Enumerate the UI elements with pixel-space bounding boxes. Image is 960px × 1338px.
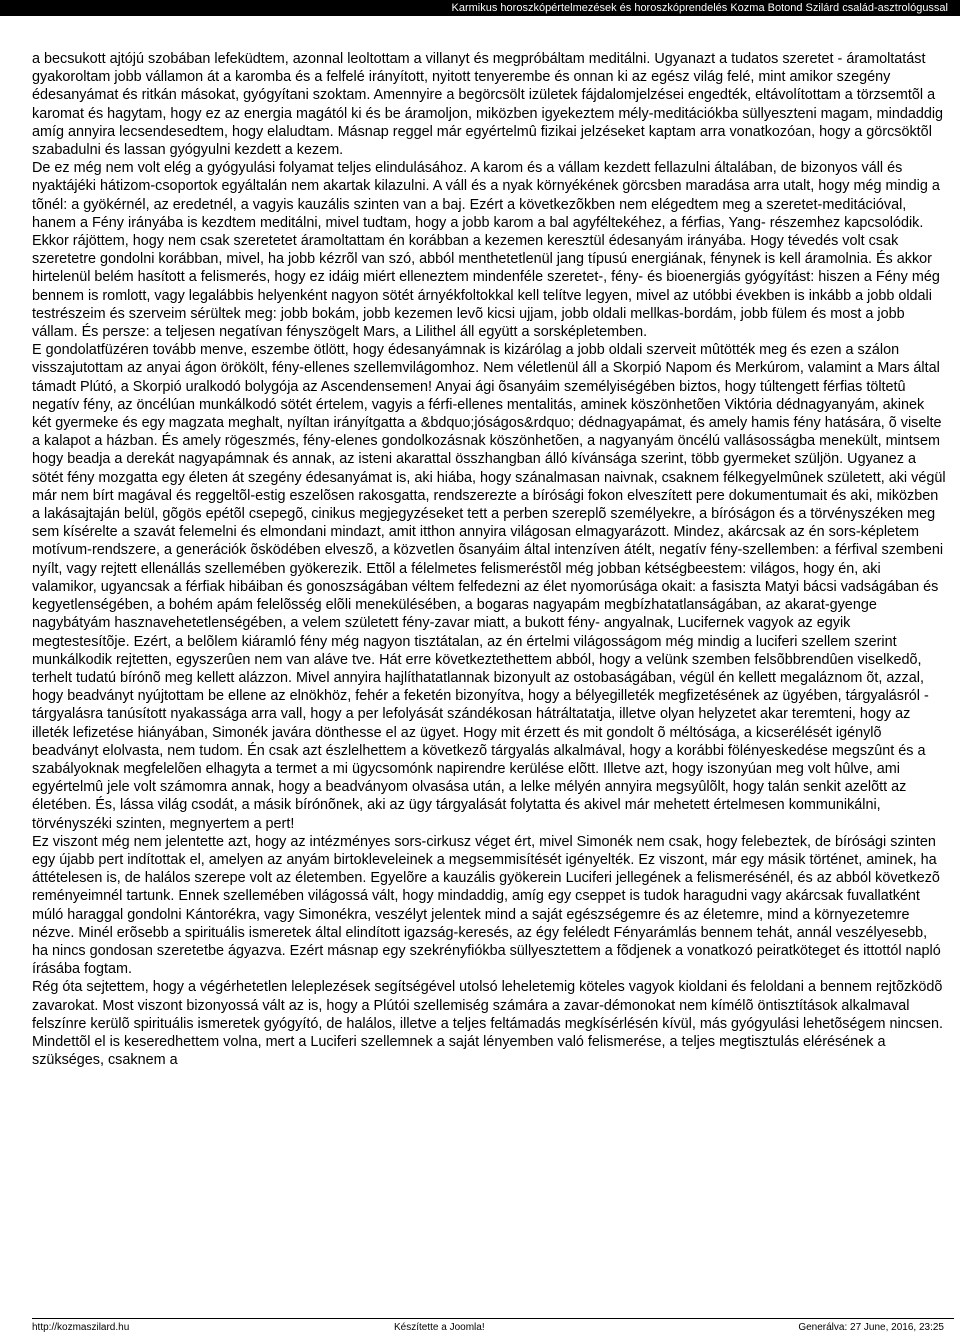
page-header-title: Karmikus horoszkópértelmezések és horoszkóprendelés Kozma Botond Szilárd család-asztrológussal — [451, 2, 948, 14]
page-footer — [32, 1318, 954, 1333]
paragraph: Rég óta sejtettem, hogy a végérhetetlen leleplezések segítségével utolsó leheletemig köteles vagyok kioldani és feloldani a bennem rejtõzködõ zavarokat. Most viszont bizonyossá vált az is, hogy a Plútói szellemiség számára a zavar-démonokat nem kímélõ öntisztítások alkalmaval felszínre kerülõ spirituális ismeretek gyógyító, de halálos, illetve a teljes feltámadás megkísérlésén kívül, más gyógyulási lehetõségem nincsen. Mindettõl el is keseredhettem volna, mert a Luciferi szellemnek a saját lényemben való felismerése, a teljes megtisztulás elérésének a szükséges, csaknem a — [32, 979, 944, 1069]
paragraph: E gondolatfüzéren tovább menve, eszembe ötlött, hogy édesanyámnak is kizárólag a jobb oldali szerveit mûtötték meg és ezen a szálon visszajutottam az anyai ágon örökölt, fény-ellenes szellemvilágomhoz. Nem véletlenül áll a Skorpió Napom és Merkúrom, valamint a Mars által támadt Plútó, a Skorpió uralkodó bolygója az Ascendensemen! Anyai ági õsanyáim személyiségében biztos, hogy túltengett férfias töltetû negatív fény, az öncélúan munkálkodó sötét értelem, vagyis a férfi-ellenes mentalitás, aminek köszönhetõen Viktória dédnagyanyám, akinek két gyermeke és egy magzata meghalt, nyíltan irányítgatta a &bdquo;jóságos&rdquo; dédnagyapámat, és amely hamis fény hatására, õ viselte a kalapot a házban. És amely rögeszmés, fény-elenes gondolkozásnak köszönhetõen, a nagyanyám öncélú vallásosságba menekült, mintsem hogy beadja a derekát nagyapámnak és annak, az isteni akarattal összhangban álló kívánsága szerint, több gyermeket szüljön. Ugyanez a sötét fény mozgatta egy életen át szegény édesanyámat is, aki hiába, hogy szánalmasan naivnak, csaknem félkegyelmûnek született, aki végül már nem bírt magával és reggeltõl-estig eszelõsen rakosgatta, rendszerezte a bírósági fokon elveszített pere dokumentumait és aki, miközben a lakásajtaján belül, gõgös epétõl csepegõ, cinikus megjegyzéseket tett a perben szereplõ személyekre, a bíróságon és a törvényszéken meg sem kísérelte a szavát felemelni és elmondani mindazt, amit itthon annyira világosan elmagyarázott. Mindez, akárcsak az én sors-képletem motívum-rendszere, a generációk õsködében elveszõ, a közvetlen õsanyáim által intenzíven átélt, negatív fény-szellemben: a férfival szembeni nyílt, vagy rejtett ellenállás szellemében gyökerezik. Ettõl a félelmetes felismeréstõl még jobban kétségbeestem: világos, hogy én, aki valamikor, ugyancsak a férfiak hibáiban és gonoszságában véltem felfedezni az élet nyomorúsága okait: a fasiszta Matyi bácsi vadságában és kegyetlenségében, a bohém apám felelõsség elõli menekülésében, a bogaras nagyapám megbízhatatlanságában, az akarat-gyenge nagybátyám hasznavehetetlenségében, a velem született fény-zavar miatt, a bukott fény- angyalnak, Lucifernek vagyok az egyik megtestesítõje. Ezért, a belõlem kiáramló fény még nagyon tisztátalan, az én értelmi világosságom még mindig a luciferi szellem szerint munkálkodik rejtetten, egyszerûen nem van aláve tve. Hát erre következtethettem abból, hogy a velünk szemben felsõbbrendûen viselkedõ, terhelt tudatú bírónõ meg kellett alázzon. Mivel annyira hajlíthatatlannak bizonyult az ostobaságában, végül én kellett megaláznom õt, azzal, hogy beadványt nyújtottam be ellene az elnökhöz, fehér a feketén bizonyítva, hogy a bélyegilleték megfizetésének az ügyében, tárgyalásról - tárgyalásra tanúsított nyakassága arra vall, hogy a per lefolyását szándékosan hátráltatatja, illetve olyan helyzetet akar teremteni, hogy az illeték lefizetése hiányában, Simonék javára dönthesse el az ügyet. Hogy mit érzett és mit gondolt õ méltósága, a kicserélését igénylõ beadványt elolvasta, nem tudom. Én csak azt észlelhettem a következõ tárgyalás alkalmával, hogy a korábbi fölényeskedése megszûnt és a szabályoknak megfelelõen elhagyta a termet a mi ügycsomónk napirendre kerülése elõtt. Illetve azt, hogy iszonyúan meg volt hûlve, ami egyértelmû jele volt számomra annak, hogy a beadványom olvasása után, a lelke mélyén annyira megsyûlõlt, hogy talán senkit azelõtt az életében. És, lássa világ csodát, a másik bírónõnek, aki az ügy tárgyalását folytatta és akivel már mehetett értelmesen kommunikálni, törvényszéki szinten, megnyertem a pert! — [32, 342, 946, 832]
page-header — [0, 0, 960, 16]
paragraph: Ez viszont még nem jelentette azt, hogy az intézményes sors-cirkusz véget ért, mivel Simonék nem csak, hogy felebeztek, de bírósági szinten egy újabb pert indítottak el, amelyen az anyám birtokleveleinek a megsemmisítését igényelték. Ez viszont, már egy másik történet, aminek, ha áttételesen is, de halálos szerepe volt az életemben. Egyelõre a kauzális gyökerein Luciferi jellegének a felismerésénél, és az abból következõ reményeimnél tartunk. Ennek szellemében világossá vált, hogy mindaddig, amíg egy cseppet is tudok haragudni vagy akárcsak fuvallatként múló haraggal gondolni Kántorékra, vagy Simonékra, veszélyt jelentek mind a saját egészségemre és az életemre, mind a környezetemre nézve. Minél erõsebb a spirituális ismeretek által elindított igazság-keresés, az égy feléledt Fényarámlás bennem tehát, annál veszélyesebb, ha nincs gondosan szeretetbe ágyazva. Ezért másnap egy szekrényfiókba süllyesztettem a fõdjenek a vonatkozó peiratköteget és ittottól napló írásába fogtam. — [32, 833, 941, 978]
paragraph: a becsukott ajtójú szobában lefeküdtem, azonnal leoltottam a villanyt és megpróbáltam meditálni. Ugyanazt a tudatos szeretet - áramoltatást gyakoroltam jobb vállamon át a karomba és a felfelé irányított, nyitott tenyerembe és onnan ki az egész világ felé, mint amikor szegény édesanyámat és ritkán másokat, gyógyítani szoktam. Amennyire a begörcsölt izületek fájdalomjelzései engedték, eltávolítottam a törzsemtõl a karomat és hagytam, hogy ez az energia magától ki és be áramoljon, miközben igyekeztem mély-meditációkba süllyeszteni magam, mindaddig amíg annyira lecsendesedtem, hogy elaludtam. Másnap reggel már egyértelmû fizikai jelzéseket kaptam arra vonatkozóan, hogy a görcsöktõl szabadulni és lassan gyógyulni kezdett a kezem. — [32, 51, 944, 159]
footer-generated: Generálva: 27 June, 2016, 23:25 — [798, 1322, 944, 1333]
footer-url[interactable]: http://kozmaszilard.hu — [32, 1322, 130, 1333]
footer-credit: Készítette a Joomla! — [394, 1322, 485, 1333]
paragraph: De ez még nem volt elég a gyógyulási folyamat teljes elindulásához. A karom és a vállam kezdett fellazulni általában, de bizonyos váll és nyaktájéki hátizom-csoportok egyáltalán nem akartak kilazulni. A váll és a nyak környékének görcsben maradása arra utalt, hogy még mindig a tõnél: a gyökérnél, az eredetnél, a vagyis kauzális szinten van a baj. Ezért a következõkben nem elégedtem meg a szeretet-meditációval, hanem a Fény irányába is kezdtem meditálni, mivel tudtam, hogy a jobb karom a bal agyféltekéhez, a férfias, Yang- részemhez kapcsolódik. Ekkor rájöttem, hogy nem csak szeretetet áramoltattam én korábban a kezemen keresztül édesanyám irányába. Hogy tévedés volt csak szeretetre gondolni korábban, mivel, ha jobb kézrõl van szó, abból menthetetlenül jang típusú energiának, fénynek is kell áramolnia. És akkor hirtelenül belém hasított a felismerés, hogy ez idáig miért elleneztem mindenféle szeretet-, fény- és bioenergiás gyógyítást: hiszen a Fény még bennem is romlott, vagy legalábbis helyenként nagyon sötét árnyékfoltokkal kell telítve legyen, mivel az utóbbi években is inkább a jobb oldali testrészeim és szerveim sérültek meg: jobb bokám, jobb kezemen levõ kicsi ujjam, jobb oldali mellkas-bordám, jobb fülem és most a jobb vállam. És persze: a teljesen negatívan fényszögelt Mars, a Lilithel áll együtt a sorsképletemben. — [32, 160, 940, 341]
article-body — [32, 50, 946, 1316]
